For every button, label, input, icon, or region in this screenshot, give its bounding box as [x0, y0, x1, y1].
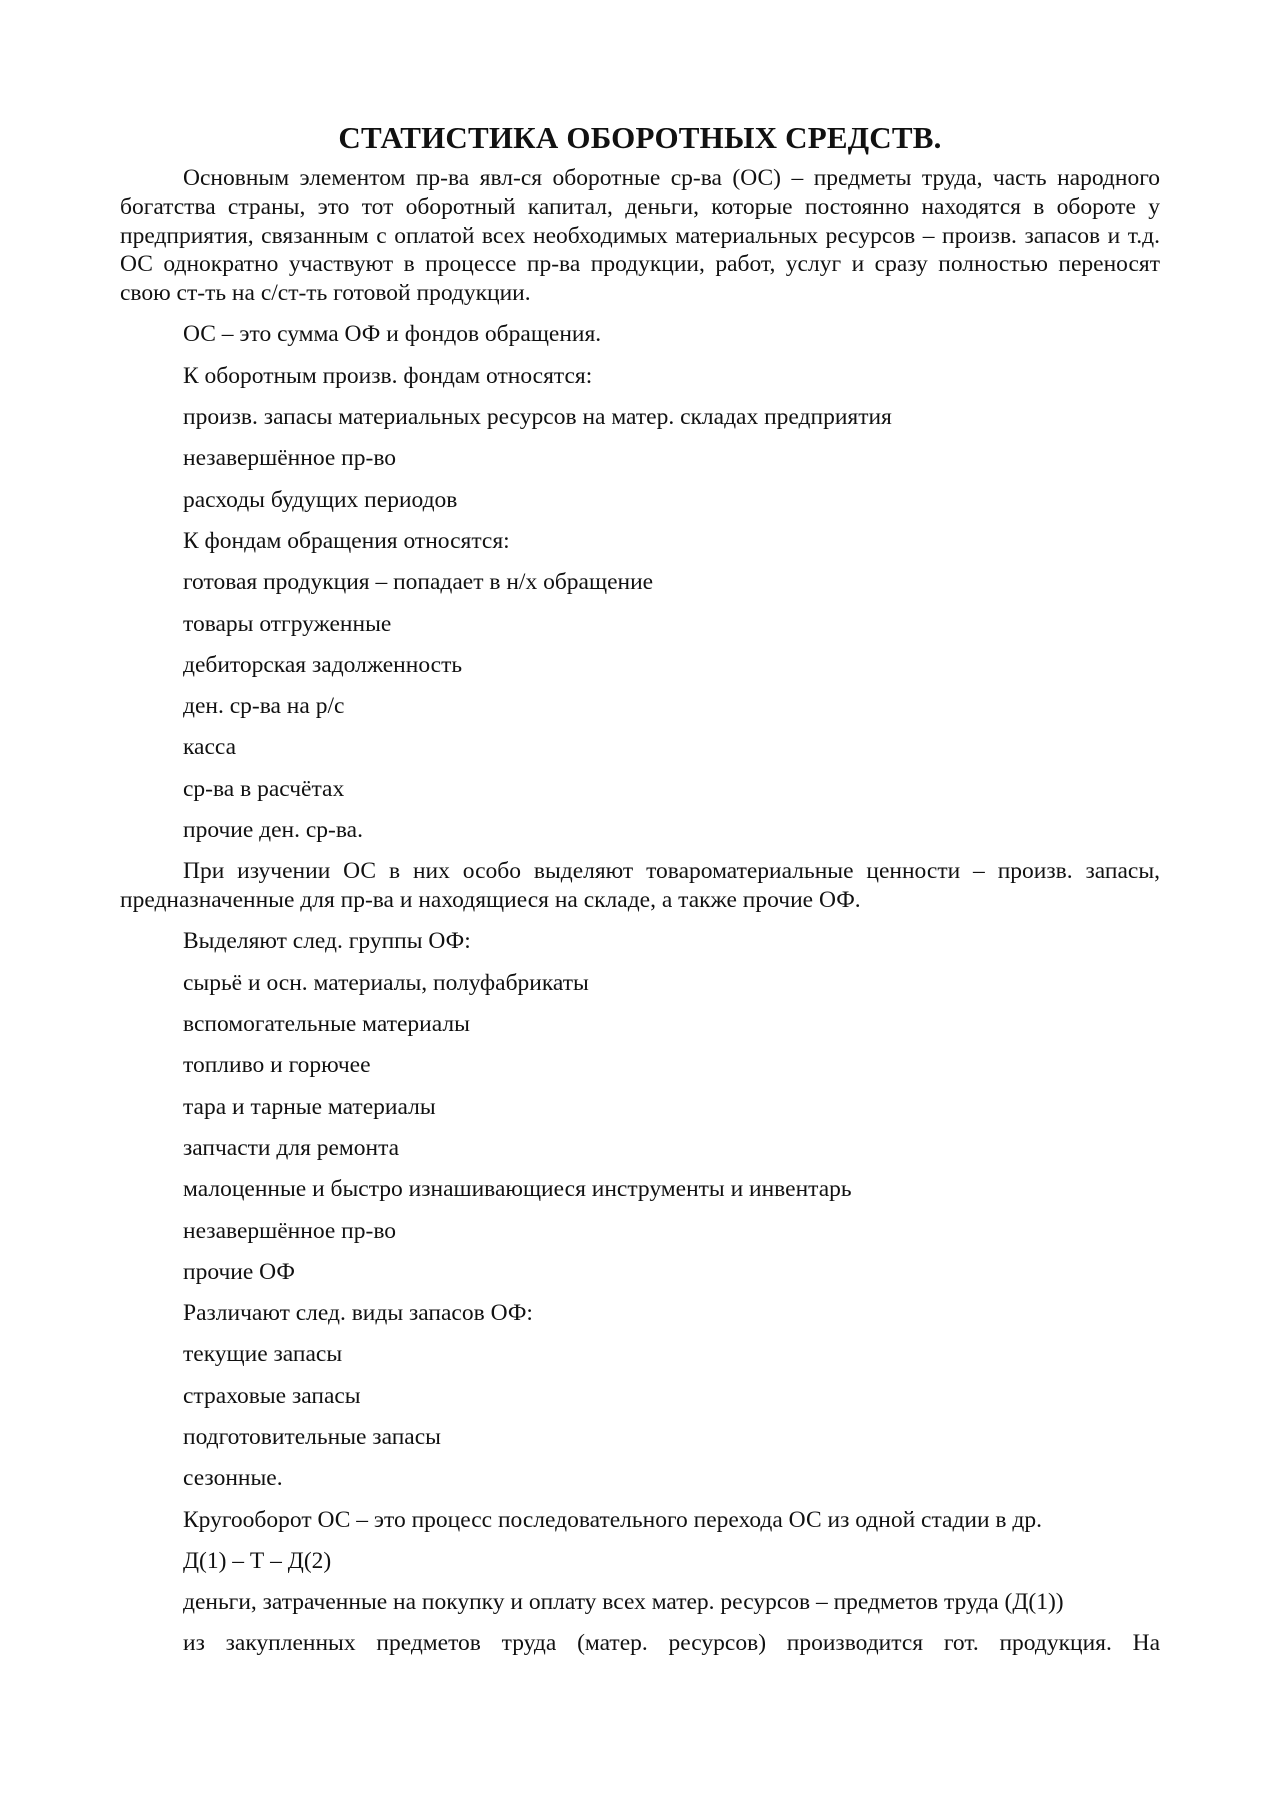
- text-line: К фондам обращения относятся:: [183, 527, 510, 554]
- list-item: запчасти для ремонта: [183, 1134, 400, 1161]
- list-item: незавершённое пр-во: [183, 445, 397, 472]
- paragraph-intro: Основным элементом пр-ва явл-ся оборотные ср-ва (ОС) – предметы труда, часть народного богатства страны, это тот оборотный капитал, деньги, которые постоянно находятся в обороте у предприятия, связанным с оплатой всех необходимых материальных ресурсов – произв. запасов и т.д. ОС однократно участвуют в процессе пр-ва продукции, работ, услуг и сразу полностью переносят свою ст-ть на с/ст-ть готовой продукции.: [120, 165, 1160, 307]
- list-item: ср-ва в расчётах: [183, 775, 345, 802]
- text-line: К оборотным произв. фондам относятся:: [183, 362, 593, 389]
- document-page: [120, 118, 1160, 1658]
- list-item: текущие запасы: [183, 1341, 343, 1368]
- text-line: Различают след. виды запасов ОФ:: [183, 1300, 533, 1327]
- list-item: сезонные.: [183, 1465, 283, 1492]
- list-item: готовая продукция – попадает в н/х обращение: [183, 569, 654, 596]
- list-item: сырьё и осн. материалы, полуфабрикаты: [183, 969, 589, 996]
- list-item: прочие ОФ: [183, 1258, 295, 1285]
- list-item: подготовительные запасы: [183, 1424, 441, 1450]
- page-title: СТАТИСТИКА ОБОРОТНЫХ СРЕДСТВ.: [338, 120, 942, 155]
- text-line: деньги, затраченные на покупку и оплату всех матер. ресурсов – предметов труда (Д(1)): [183, 1589, 1064, 1616]
- text-line-continued: из закупленных предметов труда (матер. ресурсов) производится гот. продукция. На: [183, 1630, 1160, 1657]
- list-item: незавершённое пр-во: [183, 1217, 397, 1244]
- list-item: ден. ср-ва на р/с: [183, 693, 345, 720]
- list-item: дебиторская задолженность: [183, 651, 463, 678]
- paragraph-tmc: При изучении ОС в них особо выделяют товароматериальные ценности – произв. запасы, предназначенные для пр-ва и находящиеся на складе, а также прочие ОФ.: [120, 858, 1160, 914]
- list-item: топливо и горючее: [183, 1052, 371, 1079]
- list-item: касса: [183, 734, 237, 761]
- list-item: произв. запасы материальных ресурсов на матер. складах предприятия: [183, 404, 892, 431]
- list-item: малоценные и быстро изнашивающиеся инструменты и инвентарь: [183, 1176, 852, 1203]
- text-line: ОС – это сумма ОФ и фондов обращения.: [183, 321, 602, 348]
- list-item: расходы будущих периодов: [183, 486, 458, 513]
- list-item: товары отгруженные: [183, 610, 392, 637]
- formula-line: Д(1) – Т – Д(2): [183, 1547, 332, 1574]
- list-item: вспомогательные материалы: [183, 1011, 470, 1038]
- list-item: страховые запасы: [183, 1382, 361, 1409]
- text-line: Кругооборот ОС – это процесс последовательного перехода ОС из одной стадии в др.: [183, 1506, 1042, 1533]
- text-line: Выделяют след. группы ОФ:: [183, 928, 471, 955]
- list-item: прочие ден. ср-ва.: [183, 817, 363, 844]
- list-item: тара и тарные материалы: [183, 1093, 436, 1120]
